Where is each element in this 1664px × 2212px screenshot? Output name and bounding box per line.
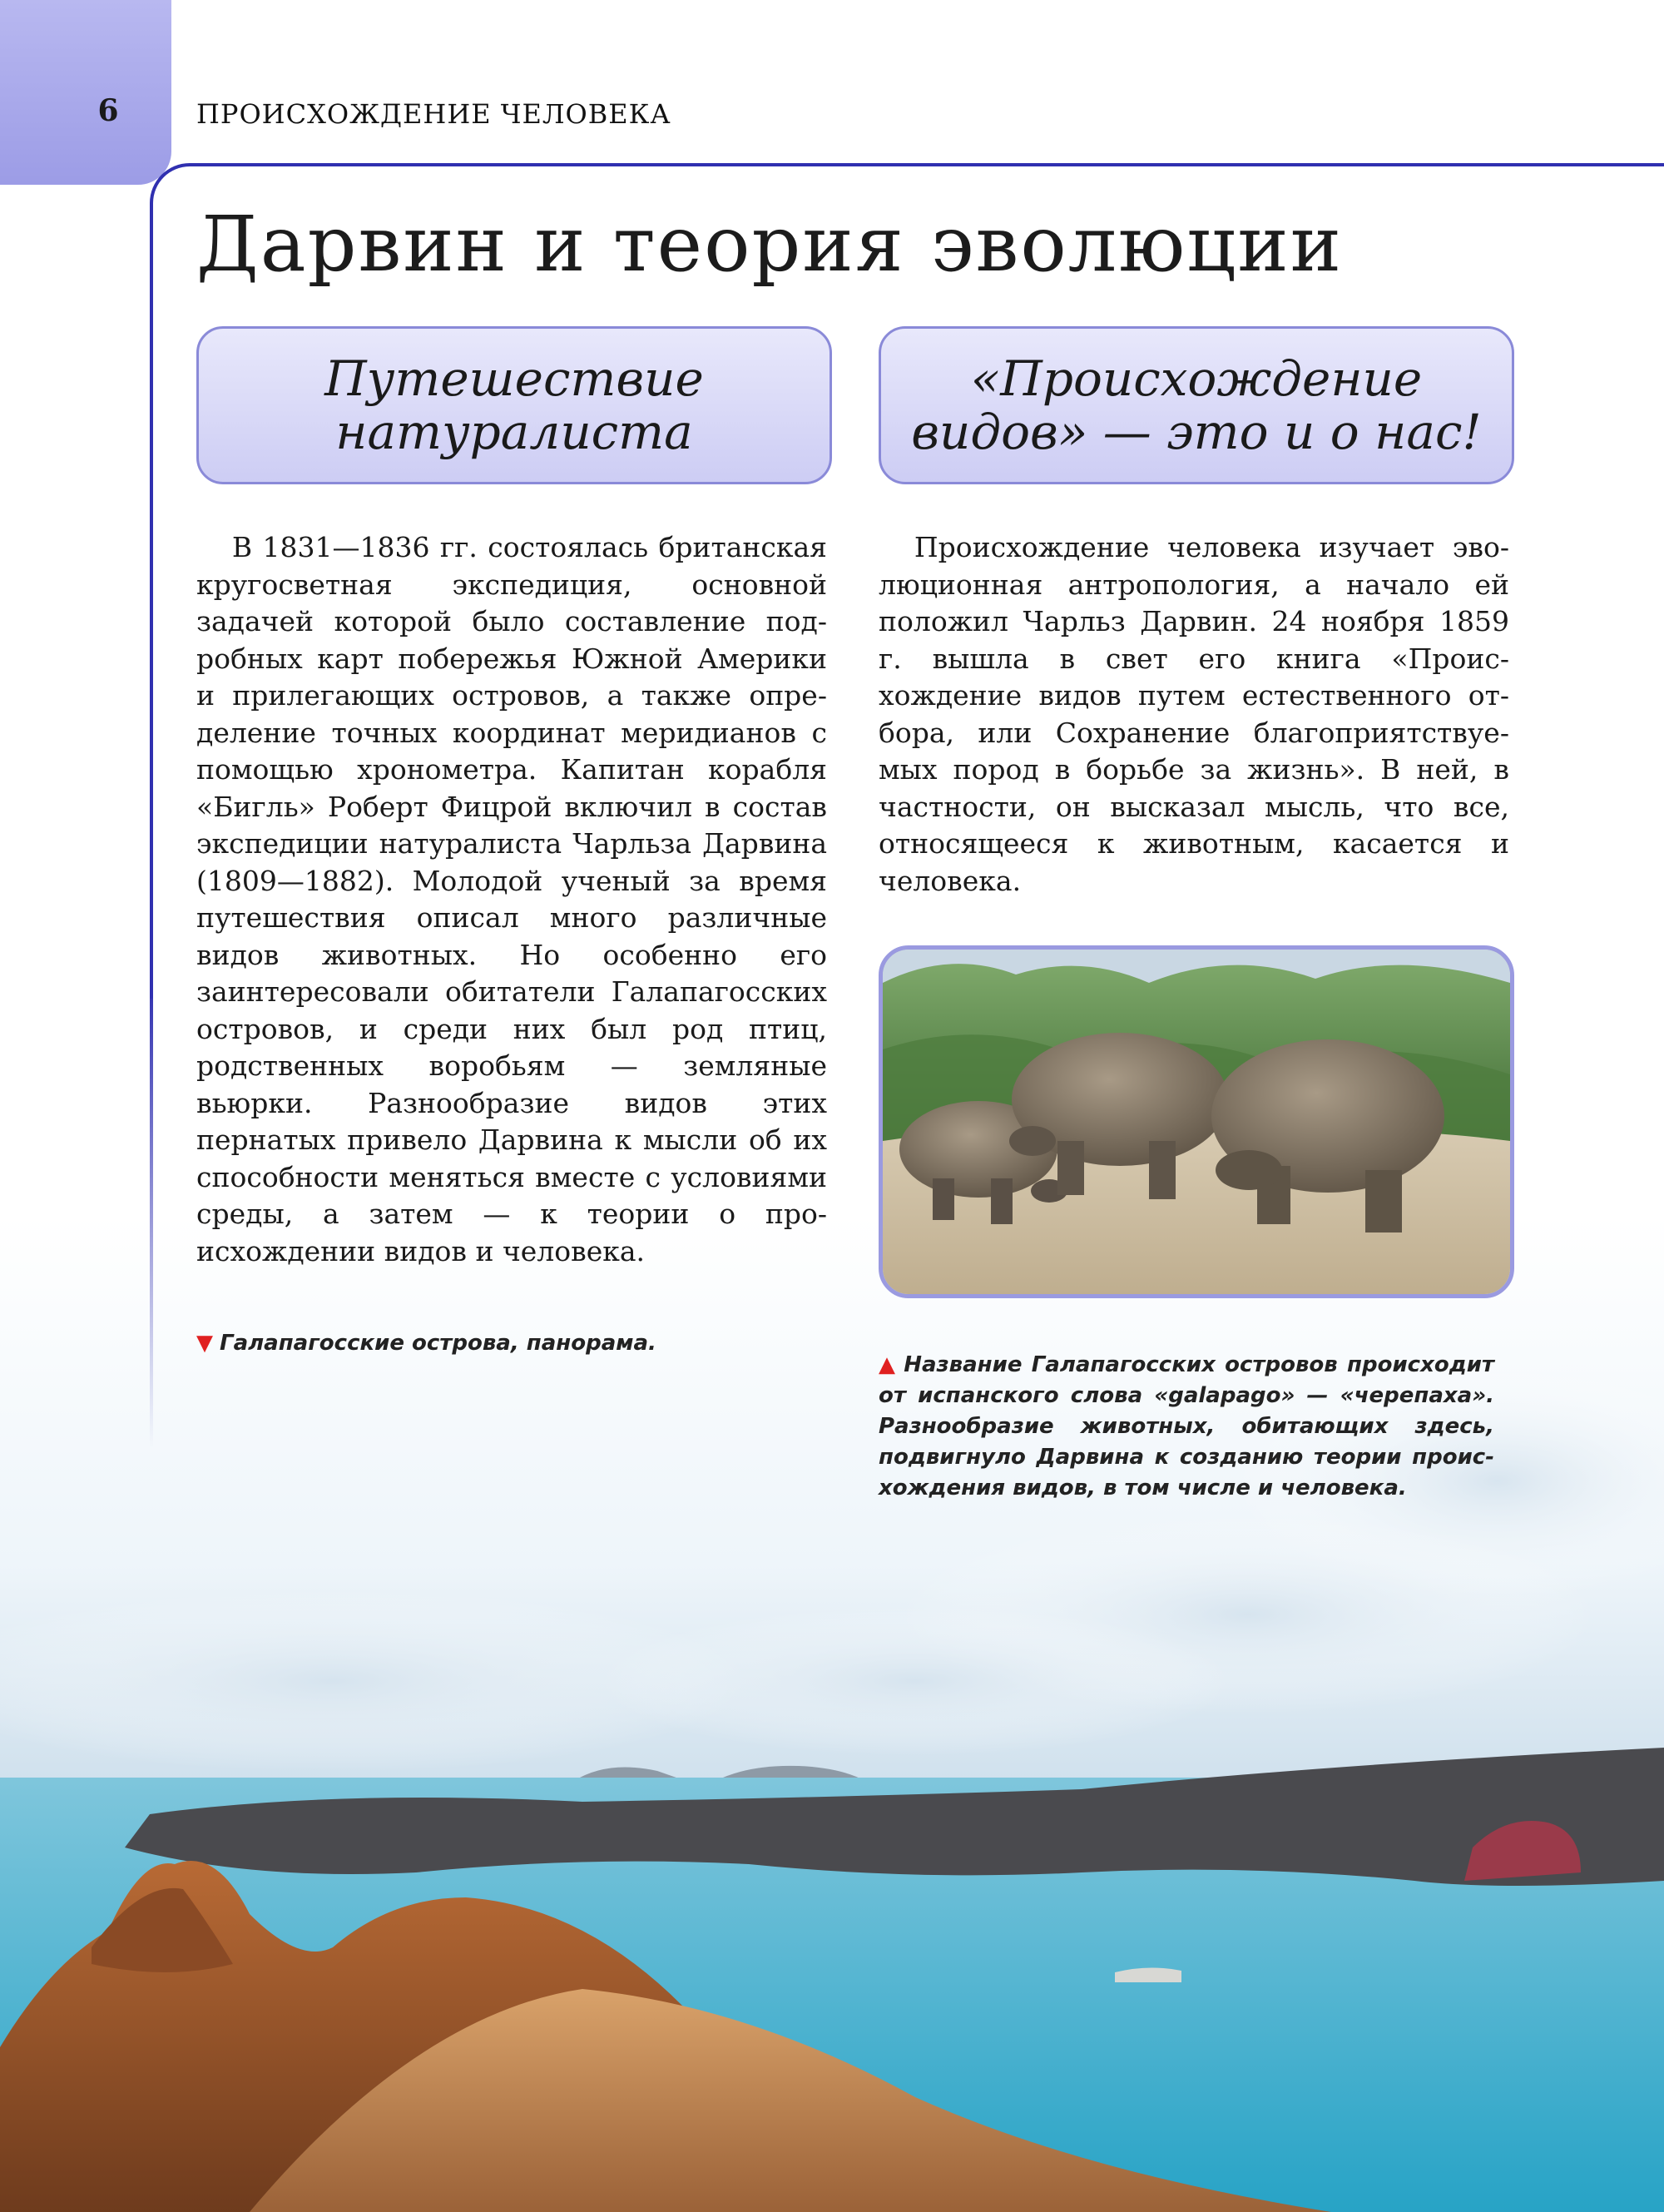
running-head: ПРОИСХОЖДЕНИЕ ЧЕЛОВЕКА (196, 98, 671, 130)
section-heading-right-text: «Происхождение видов» — это и о нас! (911, 350, 1482, 460)
page-frame-fade (150, 982, 153, 1565)
tortoises-photo (879, 945, 1514, 1298)
triangle-up-icon: ▲ (879, 1352, 898, 1377)
section-heading-right (879, 326, 1514, 484)
section-heading-left (196, 326, 832, 484)
section-heading-left-text: Путешествие натуралиста (324, 350, 704, 460)
triangle-down-icon: ▼ (196, 1331, 213, 1356)
caption-right (879, 1350, 1494, 1504)
body-text-right: Происхождение человека изучает эволюционная антропология, а начало ей положил Чарльз Дарвин. 24 ноября 1859 г. вышла в свет его книга «Происхождение видов путем естественного отбора, или Сохранение благоприятствуемых пород в борьбе за жизнь». В ней, в частности, он высказал мысль, что все, относящееся к животным, касается и человека. (879, 531, 1509, 897)
caption-right-text: Название Галапагосских островов происходит от испанского слова «galapago» — «черепаха». Разнообразие животных, обитающих здесь, подвигнуло Дарвина к созданию теории происхождения видов, в том числе и человека. (879, 1352, 1494, 1500)
caption-left-text: Галапагосские острова, панорама. (220, 1331, 656, 1356)
body-text-left: В 1831—1836 гг. состоялась британская кругосветная экспедиция, основной задачей которой было составление подробных карт побережья Южной Америки и прилегающих островов, а также определение точных координат меридианов с помощью хронометра. Капитан корабля «Бигль» Роберт Фицрой включил в состав экспедиции натуралиста Чарльза Дарвина (1809—1882). Молодой ученый за время путешествия описал много различные видов животных. Но особенно его заинтересовали обитатели Галапагосских островов, и среди них был род птиц, родственных воробьям — земляные вьюрки. Разнообразие видов этих пернатых привело Дарвина к мысли об их способности меняться вместе с условиями среды, а затем — к теории о происхождении видов и человека. (196, 531, 827, 1267)
page-title: Дарвин и теория эволюции (196, 200, 1344, 289)
page-number: 6 (97, 93, 119, 128)
page-tab (0, 0, 171, 185)
caption-left (196, 1328, 829, 1359)
